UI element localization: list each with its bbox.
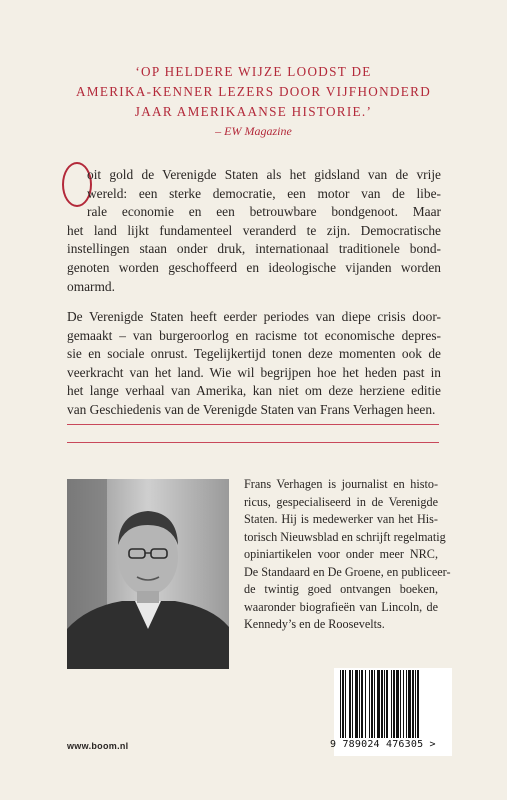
body-line: het lange verhaal van Amerika, kan niet om deze herziene editie — [67, 383, 441, 399]
barcode-bar — [396, 670, 399, 738]
barcode-bar — [371, 670, 373, 738]
body-paragraph — [67, 308, 441, 420]
pull-quote — [60, 62, 447, 122]
quote-attribution: – EW Magazine — [215, 124, 292, 138]
isbn-digits: 9 789024 476305 > — [330, 739, 436, 750]
divider-rule — [67, 442, 439, 443]
intro-line: wereld: een sterke democratie, een motor van de libe- — [87, 185, 441, 201]
author-photo — [67, 479, 229, 669]
intro-line: rale economie en een betrouwbare bondgenoot. Maar — [87, 204, 441, 220]
bio-line: Staten. Hij is medewerker van het His- — [244, 512, 438, 526]
barcode-bar — [355, 670, 358, 738]
intro-line: instellingen staan onder druk, internationaal traditionele bond- — [67, 241, 441, 257]
intro-line: omarmd. — [67, 278, 115, 294]
bio-line: waaronder biografieën van Lincoln, de — [244, 599, 438, 614]
quote-line: ‘OP HELDERE WIJZE LOODST DE — [135, 64, 372, 79]
barcode-bar — [359, 670, 360, 738]
barcode-bar — [369, 670, 370, 738]
barcode-bar — [386, 670, 388, 738]
body-line: De Verenigde Staten heeft eerder periodes van diepe crisis door- — [67, 309, 441, 324]
barcode-bar — [412, 670, 414, 738]
divider-rule — [67, 424, 439, 425]
bio-line: Kennedy’s en de Roosevelts. — [244, 617, 385, 631]
body-line: van Geschiedenis van de Verenigde Staten van Frans Verhagen heen. — [67, 401, 436, 417]
bio-line: ricus, gespecialiseerd in de Verenigde — [244, 494, 438, 509]
barcode-bar — [374, 670, 375, 738]
barcode-bar — [349, 670, 351, 738]
intro-line: genoten worden geschoffeerd en ideologische vijanden worden — [67, 259, 441, 275]
barcode-bar — [365, 670, 366, 738]
barcode-bar — [393, 670, 395, 738]
quote-line: JAAR AMERIKAANSE HISTORIE.’ — [134, 104, 373, 119]
barcode-bar — [400, 670, 401, 738]
body-line: gemaakt – van burgeroorlog en racisme tot economische depres- — [67, 327, 441, 343]
barcode-bar — [345, 670, 346, 738]
bio-line: de twintig goed ontvangen boeken, — [244, 582, 438, 596]
barcode-bar — [406, 670, 407, 738]
barcode-bar — [391, 670, 392, 738]
barcode-bar — [340, 670, 341, 738]
barcode-bar — [352, 670, 353, 738]
body-line: sie en sociale onrust. Tegelijkertijd tonen deze momenten ook de — [67, 346, 441, 362]
intro-line: het land lijkt fundamenteel veranderd te zijn. Democratische — [67, 222, 441, 238]
bio-line: opiniartikelen voor onder meer NRC, — [244, 547, 438, 561]
barcode-bar — [415, 670, 416, 738]
barcode-bar — [384, 670, 385, 738]
publisher-website: www.boom.nl — [67, 741, 129, 751]
author-bio — [244, 476, 451, 634]
barcode-bar — [381, 670, 383, 738]
quote-line: AMERIKA-KENNER LEZERS DOOR VIJFHONDERD — [75, 84, 432, 99]
barcode-bar — [377, 670, 380, 738]
barcode-bar — [403, 670, 404, 738]
barcode-bar — [408, 670, 411, 738]
intro-line: oit gold de Verenigde Staten als het gidsland van de vrije — [87, 167, 441, 182]
intro-paragraph — [67, 166, 441, 296]
barcode-bar — [417, 670, 419, 738]
barcode-bar — [361, 670, 363, 738]
bio-line: De Standaard en De Groene, en publiceer- — [244, 564, 451, 579]
bio-line: Frans Verhagen is journalist en histo- — [244, 477, 438, 491]
bio-line: torisch Nieuwsblad en schrijft regelmatig — [244, 529, 446, 544]
body-line: veerkracht van het land. Wie wil begrijpen hoe het heden past in — [67, 364, 441, 380]
barcode-bar — [342, 670, 344, 738]
